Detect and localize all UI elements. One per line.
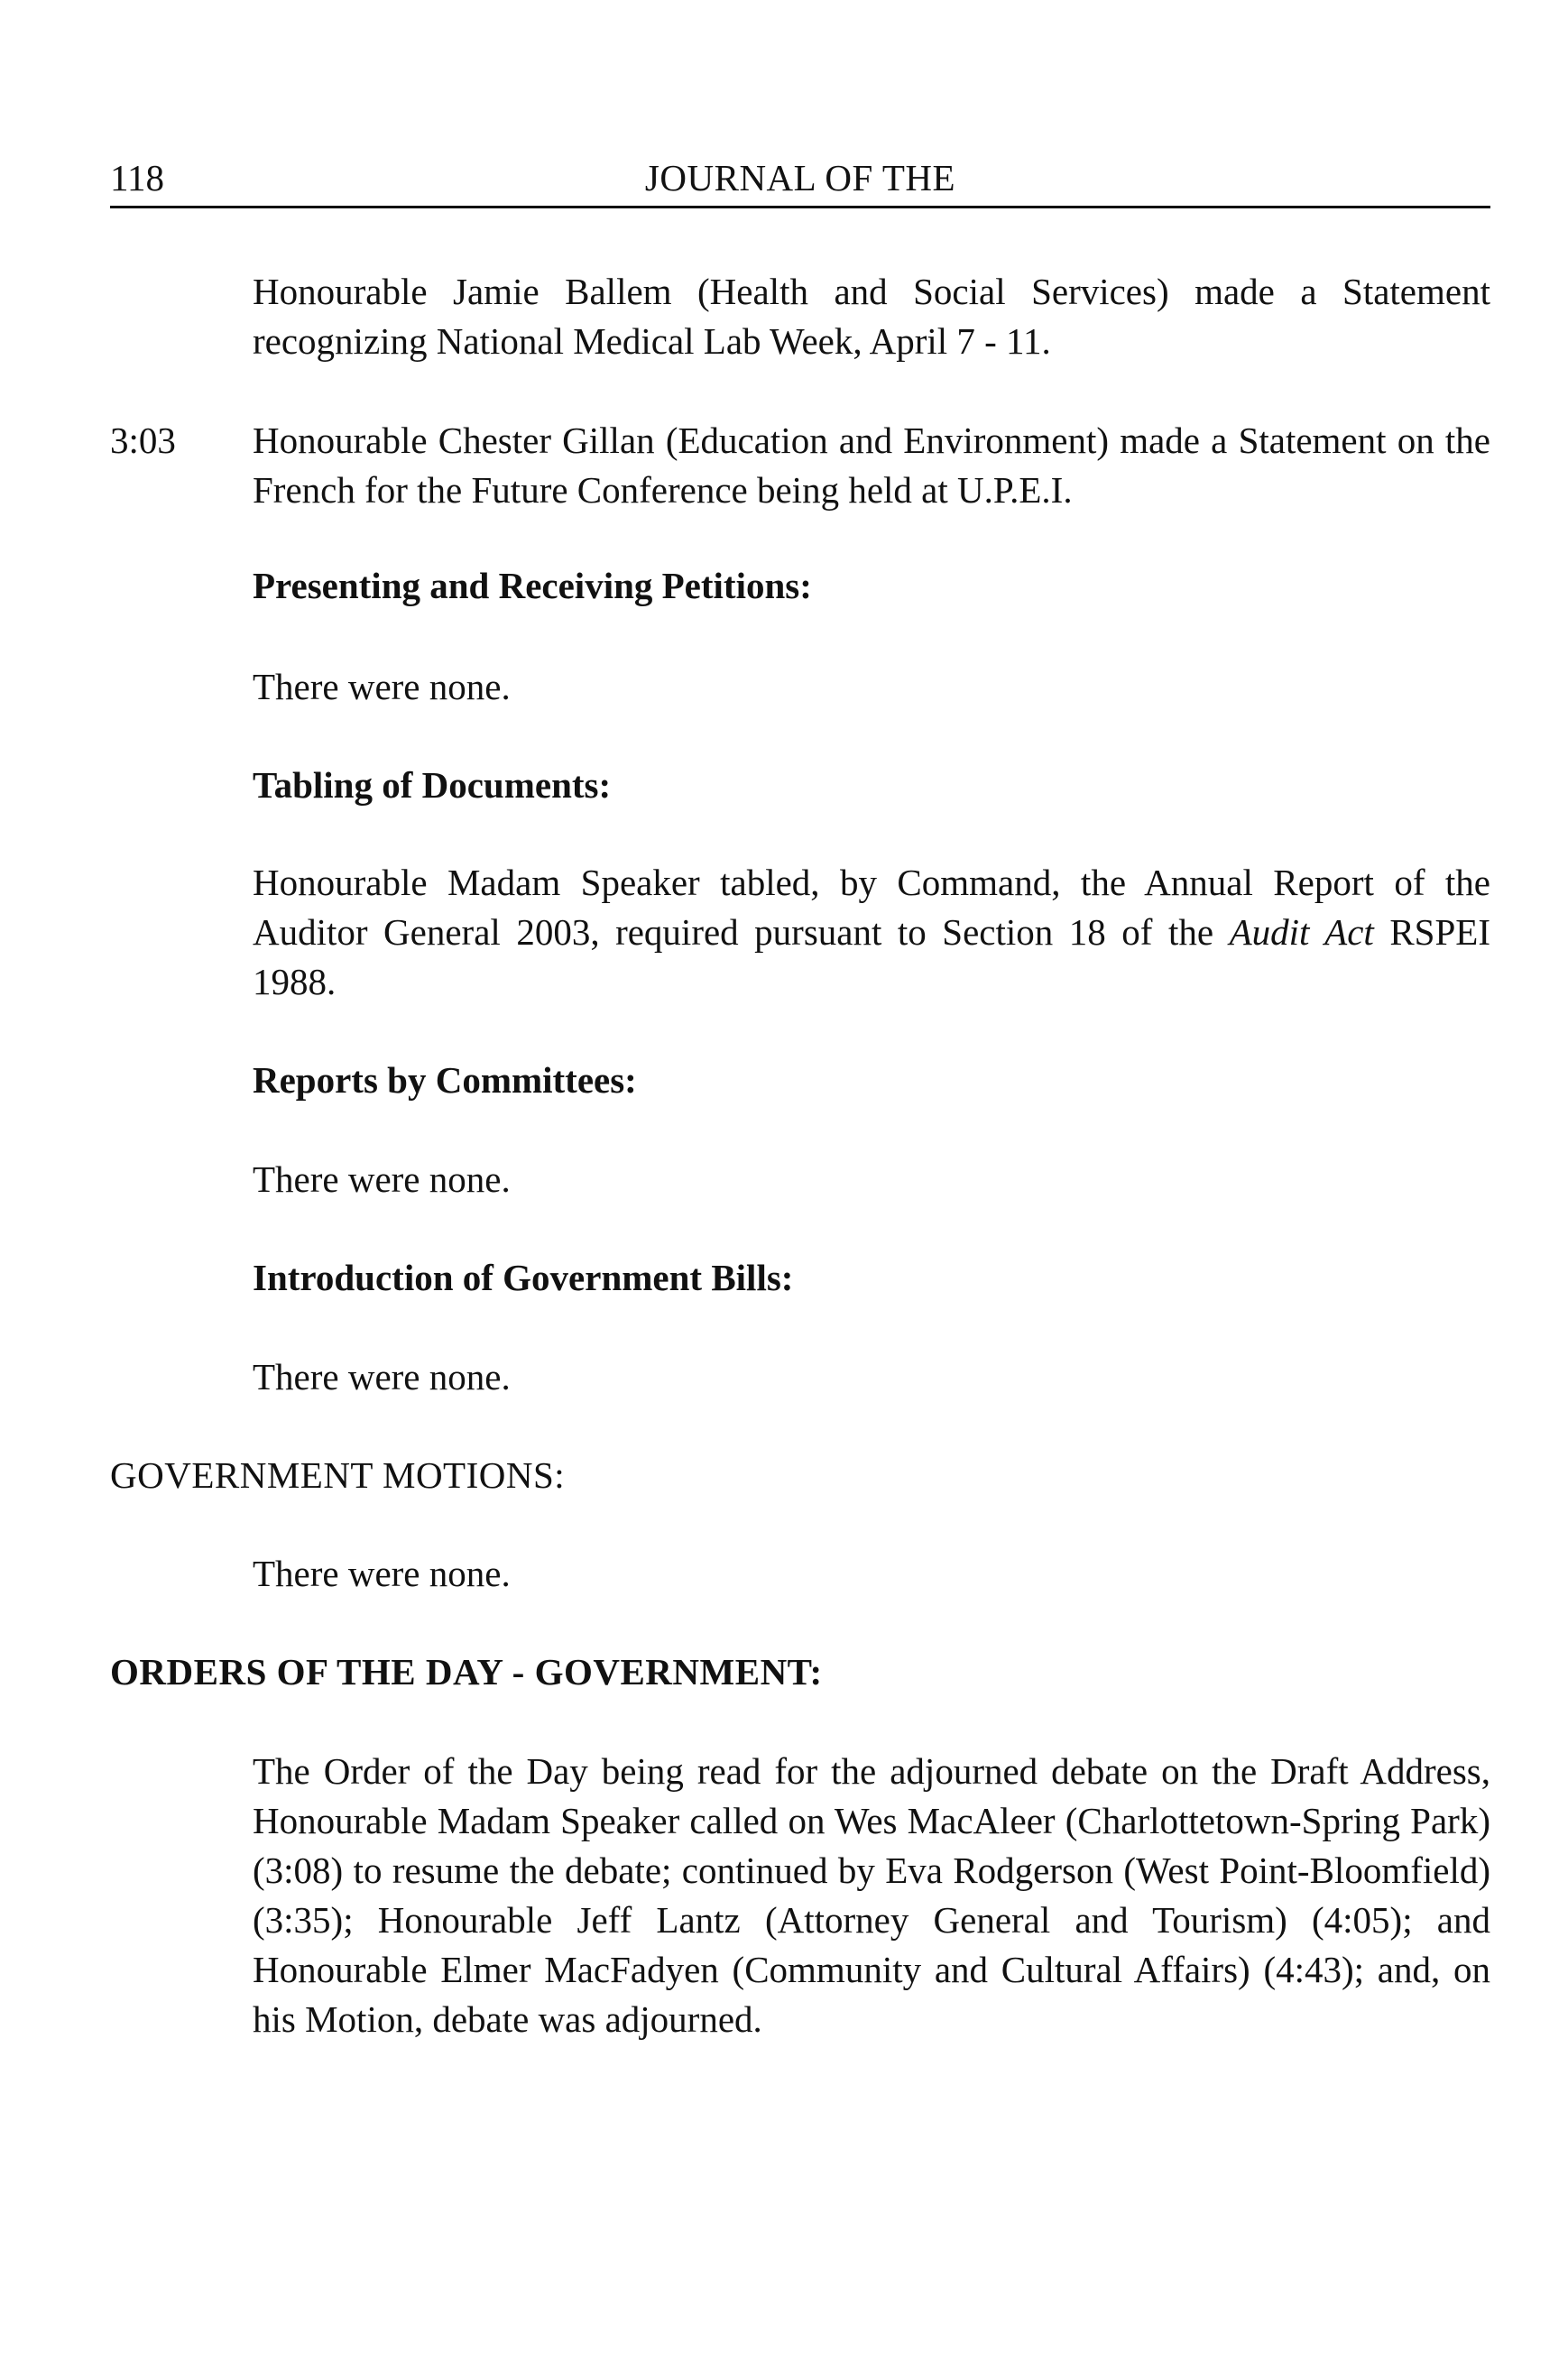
tabling-text-part: Honourable Madam Speaker tabled, by Command, the Annual Report of the Auditor General 2003, required pursuant to Section 18 of the	[253, 862, 1490, 953]
orders-heading: ORDERS OF THE DAY - GOVERNMENT:	[110, 1651, 823, 1693]
gillan-statement: Honourable Chester Gillan (Education and Environment) made a Statement on the French for the Future Conference being held at U.P.E.I.	[253, 420, 1490, 511]
ballem-statement: Honourable Jamie Ballem (Health and Social Services) made a Statement recognizing National Medical Lab Week, April 7 - 11.	[253, 271, 1490, 362]
bills-text: There were none.	[253, 1356, 511, 1398]
audit-act-title: Audit Act	[1229, 911, 1374, 953]
committees-heading: Reports by Committees:	[253, 1059, 637, 1101]
bills-heading: Introduction of Government Bills:	[253, 1257, 794, 1298]
petitions-text: There were none.	[253, 666, 511, 707]
motions-heading: GOVERNMENT MOTIONS:	[110, 1454, 566, 1496]
tabling-text-end: RSPEI 1988.	[253, 911, 1490, 1002]
committees-text: There were none.	[253, 1158, 511, 1200]
orders-text: The Order of the Day being read for the adjourned debate on the Draft Address, Honourable Madam Speaker called on Wes MacAleer (Charlottetown-Spring Park) (3:08) to resume the debate; continued by Eva Rodgerson (West Point-Bloomfield) (3:35); Honourable Jeff Lantz (Attorney General and Tourism) (4:05); and Honourable Elmer MacFadyen (Community and Cultural Affairs) (4:43); and, on his Motion, debate was adjourned.	[253, 1750, 1490, 2040]
petitions-heading: Presenting and Receiving Petitions:	[253, 565, 812, 606]
motions-text: There were none.	[253, 1553, 511, 1594]
page-header	[110, 155, 1490, 208]
running-head: JOURNAL OF THE	[644, 157, 956, 198]
tabling-heading: Tabling of Documents:	[253, 764, 612, 806]
page-number: 118	[110, 157, 164, 198]
gillan-time: 3:03	[110, 420, 176, 461]
tabling-text	[253, 858, 1490, 1007]
